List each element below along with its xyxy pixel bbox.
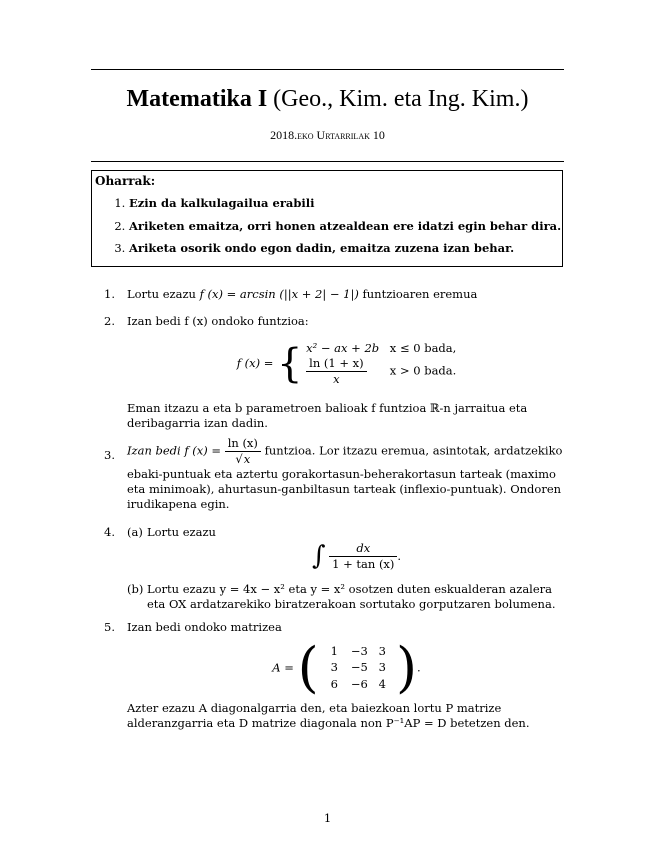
q3-rest: ebaki-puntuak eta aztertu gorakortasun-beherakortasun tarteak (maximo eta minimoak), ahurtasun-ganbiltasun tarteak (inflexio-puntuak). Ondoren irudikapena egin.	[127, 466, 562, 511]
question-number: 1.	[104, 287, 115, 301]
q2-fraction	[306, 356, 366, 387]
q3-first-line	[127, 436, 566, 467]
question-number: 3.	[104, 448, 115, 462]
note-item	[129, 218, 562, 234]
q5-outro: Azter ezazu A diagonalgarria den, eta baiezkoan lortu P matrize alderanzgarria eta D matrize diagonala non P⁻¹AP = D betetzen den.	[127, 700, 530, 730]
q3-text-pre: Izan bedi f (x) =	[127, 443, 222, 458]
question-1	[91, 287, 566, 302]
sqrt-icon: √	[235, 451, 243, 466]
q4-part-a	[127, 525, 566, 574]
q5-matrix-equation: A = ( 1 −3 3 3 −5 3 6 −6 4 ).	[272, 635, 421, 699]
question-number: 4.	[104, 525, 115, 539]
note-text: Ariketa osorik ondo egon dadin, emaitza zuzena izan behar.	[129, 241, 515, 256]
matrix-cell: −5	[350, 660, 368, 675]
q3-text-post: funtzioa. Lor itzazu eremua, asintotak, ardatzekiko	[264, 443, 563, 458]
left-paren-icon: (	[297, 635, 319, 699]
right-paren-icon: )	[395, 635, 418, 699]
question-5	[91, 620, 566, 731]
page-title	[91, 84, 564, 115]
date-day: 10	[372, 128, 385, 142]
left-brace-icon: {	[277, 340, 303, 387]
sqrt-radicand: x	[243, 451, 251, 466]
case-condition: x ≤ 0 bada,	[389, 340, 457, 355]
q5-intro: Izan bedi ondoko matrizea	[127, 620, 282, 634]
part-label: (b)	[127, 581, 144, 596]
note-item	[129, 196, 559, 211]
fraction-denominator: x	[306, 371, 366, 387]
q2-case-1	[306, 341, 456, 356]
q4-integral: ∫ $\frac{dx}{1 + \tan (x)}$ .	[311, 540, 402, 572]
fraction-numerator: ln (x)	[227, 436, 258, 450]
matrix-cell: 3	[378, 643, 386, 658]
matrix-cell: 4	[378, 677, 386, 692]
part-b-text: Lortu ezazu y = 4x − x² eta y = x² osotzen duten eskualderan azalera eta OX ardatzarekiko biratzerakoan sortutako gorputzaren bolumena.	[147, 581, 556, 611]
part-label: (a)	[127, 525, 143, 539]
note-text: Ezin da kalkulagailua erabili	[129, 195, 315, 210]
case-condition: x > 0 bada.	[389, 363, 457, 378]
matrix-lhs: A =	[272, 660, 294, 675]
matrix-cell: −6	[350, 677, 368, 692]
fraction-numerator: dx	[356, 541, 371, 556]
q3-fraction	[225, 436, 261, 467]
q2-piecewise	[127, 341, 566, 393]
case-expression: x² − ax + 2b	[306, 340, 380, 355]
q2-case-2	[306, 356, 456, 387]
top-rule	[91, 69, 564, 70]
question-number: 5.	[104, 620, 115, 634]
header-bottom-rule	[91, 161, 564, 162]
notes-box	[91, 170, 563, 267]
q1-text-pre: Lortu ezazu	[127, 287, 196, 301]
q4-part-b	[127, 582, 566, 612]
matrix-cell: 6	[330, 677, 338, 692]
integral-icon: ∫	[311, 540, 326, 571]
note-item	[129, 241, 559, 256]
matrix-cell: 3	[330, 660, 338, 675]
fraction-denominator: 1 + tan (x)	[329, 556, 397, 572]
matrix-cell: 1	[330, 643, 338, 658]
q2-cases	[306, 341, 456, 387]
notes-list	[95, 195, 562, 257]
title-course: Matematika I	[126, 86, 268, 112]
integral-fraction	[329, 541, 397, 572]
matrix-cell: −3	[350, 643, 368, 658]
question-2	[91, 314, 566, 431]
fraction-numerator: ln (1 + x)	[309, 355, 364, 370]
q2-intro: Izan bedi f (x) ondoko funtzioa:	[127, 314, 309, 328]
question-3	[91, 436, 566, 512]
q1-text-post: funtzioaren eremua	[362, 287, 478, 301]
part-a-text: Lortu ezazu	[147, 525, 216, 539]
notes-heading: Oharrak:	[95, 174, 156, 188]
note-text: Ariketen emaitza, orri honen atzealdean ere idatzi egin behar dira.	[129, 218, 562, 233]
question-4	[91, 525, 566, 612]
q2-lhs: f (x) =	[236, 355, 274, 370]
date-month: eko Urtarrilak	[297, 128, 370, 142]
q1-formula: f (x) = arcsin (||x + 2| − 1|)	[199, 287, 359, 301]
question-number: 2.	[104, 314, 115, 328]
q2-outro: Eman itzazu a eta b parametroen balioak f funtzioa ℝ-n jarraitua eta deribagarria izan dadin.	[127, 400, 528, 430]
date-year: 2018.	[270, 128, 298, 142]
title-groups: (Geo., Kim. eta Ing. Kim.)	[273, 86, 529, 112]
matrix-a	[322, 644, 392, 693]
page-number: 1	[323, 811, 332, 825]
matrix-cell: 3	[378, 660, 386, 675]
exam-date	[91, 128, 564, 144]
